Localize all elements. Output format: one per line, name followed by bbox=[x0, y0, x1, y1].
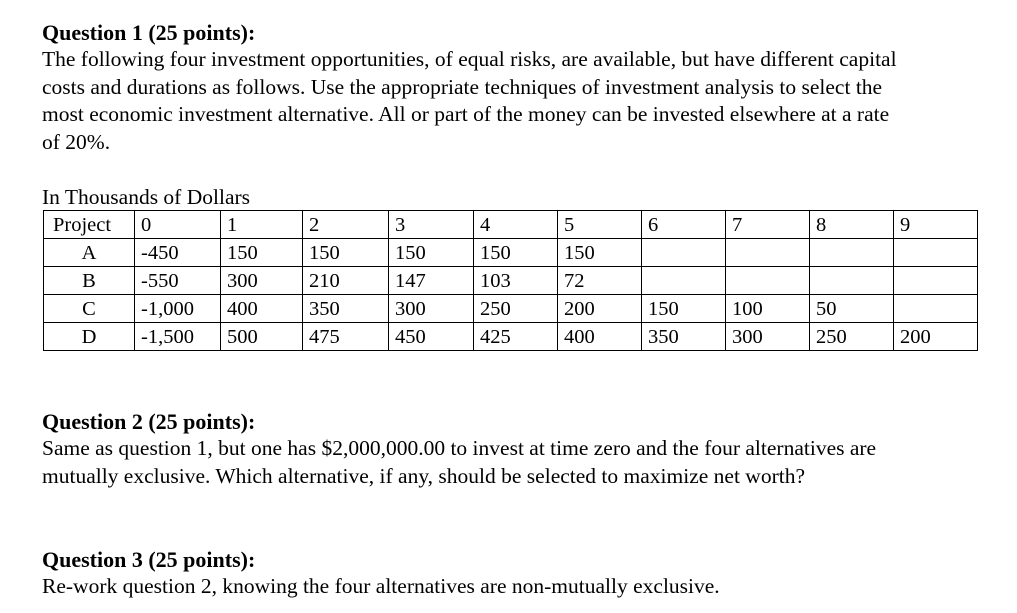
cash-flow-cell: 400 bbox=[221, 295, 303, 323]
year-header: 9 bbox=[894, 211, 978, 239]
cash-flow-cell: -450 bbox=[135, 239, 221, 267]
cash-flow-cell: 50 bbox=[810, 295, 894, 323]
question-1-line: costs and durations as follows. Use the appropriate techniques of investment analysis to select the bbox=[42, 74, 883, 99]
year-header: 3 bbox=[389, 211, 474, 239]
year-header: 7 bbox=[726, 211, 810, 239]
table-row bbox=[44, 239, 978, 267]
project-label: C bbox=[44, 295, 135, 323]
cash-flow-cell: 250 bbox=[474, 295, 558, 323]
question-1-title: Question 1 (25 points): bbox=[42, 20, 256, 45]
cash-flow-cell bbox=[894, 239, 978, 267]
question-1-line: of 20%. bbox=[42, 129, 111, 154]
cash-flow-cell: -1,500 bbox=[135, 323, 221, 351]
project-label: D bbox=[44, 323, 135, 351]
question-1-text bbox=[42, 46, 987, 156]
cash-flow-cell bbox=[894, 267, 978, 295]
question-2-line: mutually exclusive. Which alternative, if any, should be selected to maximize net worth? bbox=[42, 463, 806, 488]
question-3 bbox=[42, 547, 987, 601]
cash-flow-cell: 500 bbox=[221, 323, 303, 351]
cash-flow-cell bbox=[810, 267, 894, 295]
question-1 bbox=[42, 20, 987, 156]
question-3-title: Question 3 (25 points): bbox=[42, 547, 256, 572]
year-header: 6 bbox=[642, 211, 726, 239]
year-header: 0 bbox=[135, 211, 221, 239]
cash-flow-cell: 210 bbox=[303, 267, 389, 295]
table-row bbox=[44, 267, 978, 295]
cash-flow-cell: 400 bbox=[558, 323, 642, 351]
cash-flow-cell: 350 bbox=[303, 295, 389, 323]
table-row bbox=[44, 295, 978, 323]
cash-flow-cell: -1,000 bbox=[135, 295, 221, 323]
question-2-title: Question 2 (25 points): bbox=[42, 409, 256, 434]
table-row bbox=[44, 323, 978, 351]
cash-flow-cell: 103 bbox=[474, 267, 558, 295]
cash-flow-cell: 200 bbox=[894, 323, 978, 351]
cash-flow-cell: 150 bbox=[303, 239, 389, 267]
cash-flow-cell: 200 bbox=[558, 295, 642, 323]
project-label: B bbox=[44, 267, 135, 295]
cash-flow-cell: 450 bbox=[389, 323, 474, 351]
cash-flow-cell bbox=[726, 267, 810, 295]
cash-flow-cell bbox=[894, 295, 978, 323]
question-3-text bbox=[42, 573, 987, 601]
cash-flow-cell: 250 bbox=[810, 323, 894, 351]
header-label: Project bbox=[44, 211, 135, 239]
cash-flow-cell: 150 bbox=[558, 239, 642, 267]
cash-flow-cell: 300 bbox=[221, 267, 303, 295]
cash-flow-cell: 300 bbox=[389, 295, 474, 323]
year-header: 8 bbox=[810, 211, 894, 239]
table-header-row bbox=[44, 211, 978, 239]
cash-flow-cell: 150 bbox=[389, 239, 474, 267]
question-1-line: The following four investment opportunities, of equal risks, are available, but have different capital bbox=[42, 47, 897, 71]
cash-flow-cell bbox=[642, 267, 726, 295]
cash-flow-cell: 150 bbox=[642, 295, 726, 323]
cash-flow-cell bbox=[726, 239, 810, 267]
investment-table bbox=[43, 210, 978, 351]
year-header: 4 bbox=[474, 211, 558, 239]
table-caption: In Thousands of Dollars bbox=[42, 185, 251, 209]
cash-flow-cell: 350 bbox=[642, 323, 726, 351]
year-header: 1 bbox=[221, 211, 303, 239]
cash-flow-cell bbox=[642, 239, 726, 267]
year-header: 5 bbox=[558, 211, 642, 239]
cash-flow-cell: 100 bbox=[726, 295, 810, 323]
question-2-line: Same as question 1, but one has $2,000,000.00 to invest at time zero and the four alternatives are bbox=[42, 436, 877, 460]
question-2-text bbox=[42, 435, 987, 490]
cash-flow-cell: 425 bbox=[474, 323, 558, 351]
cash-flow-cell: 150 bbox=[221, 239, 303, 267]
cash-flow-cell: 300 bbox=[726, 323, 810, 351]
project-label: A bbox=[44, 239, 135, 267]
question-1-line: most economic investment alternative. All or part of the money can be invested elsewhere at a rate bbox=[42, 102, 890, 126]
question-2 bbox=[42, 409, 987, 490]
cash-flow-cell: 72 bbox=[558, 267, 642, 295]
cash-flow-cell: 150 bbox=[474, 239, 558, 267]
cash-flow-cell bbox=[810, 239, 894, 267]
cash-flow-cell: 475 bbox=[303, 323, 389, 351]
cash-flow-cell: 147 bbox=[389, 267, 474, 295]
cash-flow-cell: -550 bbox=[135, 267, 221, 295]
question-3-line: Re-work question 2, knowing the four alternatives are non-mutually exclusive. bbox=[42, 574, 720, 598]
year-header: 2 bbox=[303, 211, 389, 239]
